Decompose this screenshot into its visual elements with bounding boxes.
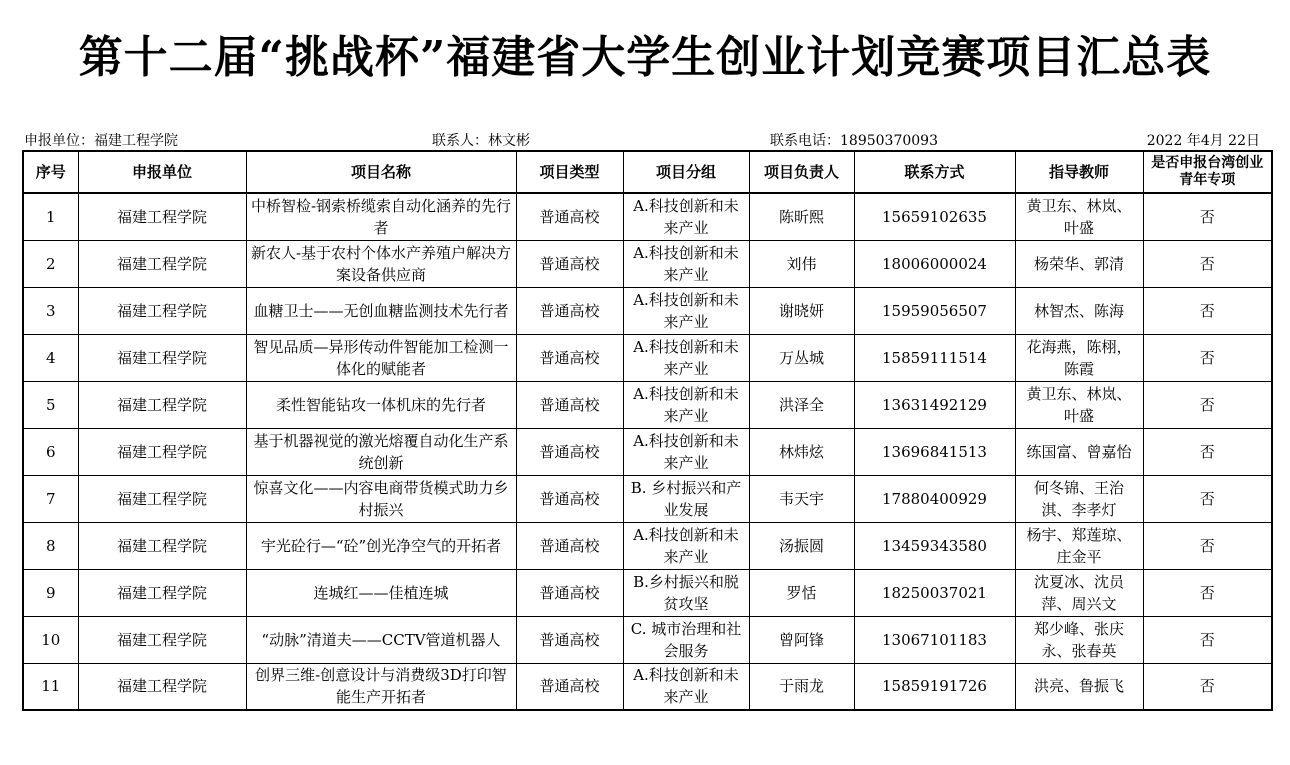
cell-index: 2 bbox=[23, 240, 78, 287]
reporting-unit: 申报单位：福建工程学院 bbox=[24, 133, 178, 149]
cell-contact: 13067101183 bbox=[854, 616, 1015, 663]
cell-leader: 于雨龙 bbox=[749, 663, 854, 710]
table-row bbox=[23, 334, 1272, 381]
cell-project-group: A.科技创新和未来产业 bbox=[623, 522, 749, 569]
cell-advisor: 黄卫东、林岚、叶盛 bbox=[1015, 193, 1143, 240]
cell-index: 9 bbox=[23, 569, 78, 616]
cell-leader: 万丛城 bbox=[749, 334, 854, 381]
cell-project-type: 普通高校 bbox=[516, 569, 623, 616]
cell-project-name: 惊喜文化——内容电商带货模式助力乡村振兴 bbox=[246, 475, 516, 522]
cell-project-name: 宇光砼行—“砼”创光净空气的开拓者 bbox=[246, 522, 516, 569]
cell-index: 1 bbox=[23, 193, 78, 240]
cell-project-name: 新农人-基于农村个体水产养殖户解决方案设备供应商 bbox=[246, 240, 516, 287]
cell-project-group: B.乡村振兴和脱贫攻坚 bbox=[623, 569, 749, 616]
cell-taiwan-special: 否 bbox=[1143, 240, 1272, 287]
cell-taiwan-special: 否 bbox=[1143, 193, 1272, 240]
header-contact: 联系方式 bbox=[854, 151, 1015, 193]
cell-contact: 15959056507 bbox=[854, 287, 1015, 334]
header-unit: 申报单位 bbox=[78, 151, 246, 193]
table-row bbox=[23, 428, 1272, 475]
header-advisor: 指导教师 bbox=[1015, 151, 1143, 193]
cell-advisor: 杨荣华、郭清 bbox=[1015, 240, 1143, 287]
cell-project-type: 普通高校 bbox=[516, 193, 623, 240]
table-row bbox=[23, 287, 1272, 334]
cell-project-type: 普通高校 bbox=[516, 240, 623, 287]
cell-project-type: 普通高校 bbox=[516, 663, 623, 710]
cell-leader: 谢晓妍 bbox=[749, 287, 854, 334]
header-taiwan-special: 是否申报台湾创业青年专项 bbox=[1143, 151, 1272, 193]
header-project-type: 项目类型 bbox=[516, 151, 623, 193]
cell-unit: 福建工程学院 bbox=[78, 663, 246, 710]
cell-project-group: B. 乡村振兴和产业发展 bbox=[623, 475, 749, 522]
cell-advisor: 何冬锦、王治淇、李孝灯 bbox=[1015, 475, 1143, 522]
report-date: 2022 年4月 22日 bbox=[1146, 133, 1260, 149]
cell-project-name: 创界三维-创意设计与消费级3D打印智能生产开拓者 bbox=[246, 663, 516, 710]
cell-taiwan-special: 否 bbox=[1143, 334, 1272, 381]
cell-unit: 福建工程学院 bbox=[78, 334, 246, 381]
cell-index: 8 bbox=[23, 522, 78, 569]
cell-leader: 林炜炫 bbox=[749, 428, 854, 475]
cell-advisor: 洪亮、鲁振飞 bbox=[1015, 663, 1143, 710]
cell-advisor: 练国富、曾嘉怡 bbox=[1015, 428, 1143, 475]
cell-project-type: 普通高校 bbox=[516, 522, 623, 569]
header-project-group: 项目分组 bbox=[623, 151, 749, 193]
cell-leader: 洪泽全 bbox=[749, 381, 854, 428]
cell-contact: 17880400929 bbox=[854, 475, 1015, 522]
cell-unit: 福建工程学院 bbox=[78, 522, 246, 569]
cell-project-type: 普通高校 bbox=[516, 475, 623, 522]
cell-project-name: 中桥智检-钢索桥缆索自动化涵养的先行者 bbox=[246, 193, 516, 240]
header-project-name: 项目名称 bbox=[246, 151, 516, 193]
cell-project-name: 连城红——佳植连城 bbox=[246, 569, 516, 616]
contact-person: 联系人：林文彬 bbox=[432, 133, 530, 149]
table-row bbox=[23, 381, 1272, 428]
cell-project-group: A.科技创新和未来产业 bbox=[623, 334, 749, 381]
report-meta bbox=[24, 132, 1270, 150]
cell-advisor: 林智杰、陈海 bbox=[1015, 287, 1143, 334]
header-leader: 项目负责人 bbox=[749, 151, 854, 193]
cell-unit: 福建工程学院 bbox=[78, 193, 246, 240]
cell-project-type: 普通高校 bbox=[516, 287, 623, 334]
cell-advisor: 黄卫东、林岚、叶盛 bbox=[1015, 381, 1143, 428]
cell-index: 3 bbox=[23, 287, 78, 334]
cell-taiwan-special: 否 bbox=[1143, 616, 1272, 663]
cell-project-group: A.科技创新和未来产业 bbox=[623, 663, 749, 710]
table-row bbox=[23, 193, 1272, 240]
cell-project-name: 柔性智能钻攻一体机床的先行者 bbox=[246, 381, 516, 428]
cell-index: 10 bbox=[23, 616, 78, 663]
cell-contact: 18250037021 bbox=[854, 569, 1015, 616]
cell-unit: 福建工程学院 bbox=[78, 287, 246, 334]
cell-unit: 福建工程学院 bbox=[78, 616, 246, 663]
cell-project-name: 血糖卫士——无创血糖监测技术先行者 bbox=[246, 287, 516, 334]
cell-project-name: “动脉”清道夫——CCTV管道机器人 bbox=[246, 616, 516, 663]
cell-advisor: 花海燕，陈栩，陈霞 bbox=[1015, 334, 1143, 381]
cell-contact: 15659102635 bbox=[854, 193, 1015, 240]
cell-contact: 15859111514 bbox=[854, 334, 1015, 381]
cell-leader: 罗恬 bbox=[749, 569, 854, 616]
cell-contact: 13696841513 bbox=[854, 428, 1015, 475]
cell-project-type: 普通高校 bbox=[516, 616, 623, 663]
cell-taiwan-special: 否 bbox=[1143, 287, 1272, 334]
cell-taiwan-special: 否 bbox=[1143, 569, 1272, 616]
cell-unit: 福建工程学院 bbox=[78, 569, 246, 616]
cell-advisor: 郑少峰、张庆永、张春英 bbox=[1015, 616, 1143, 663]
projects-table bbox=[22, 150, 1273, 711]
cell-contact: 18006000024 bbox=[854, 240, 1015, 287]
cell-index: 5 bbox=[23, 381, 78, 428]
cell-leader: 韦天宇 bbox=[749, 475, 854, 522]
cell-project-name: 基于机器视觉的激光熔覆自动化生产系统创新 bbox=[246, 428, 516, 475]
cell-taiwan-special: 否 bbox=[1143, 522, 1272, 569]
cell-index: 4 bbox=[23, 334, 78, 381]
cell-leader: 刘伟 bbox=[749, 240, 854, 287]
table-row bbox=[23, 522, 1272, 569]
table-header-row bbox=[23, 151, 1272, 193]
contact-phone: 联系电话：18950370093 bbox=[770, 133, 938, 149]
cell-unit: 福建工程学院 bbox=[78, 381, 246, 428]
cell-project-name: 智见品质—异形传动件智能加工检测一体化的赋能者 bbox=[246, 334, 516, 381]
cell-leader: 曾阿锋 bbox=[749, 616, 854, 663]
cell-contact: 13459343580 bbox=[854, 522, 1015, 569]
cell-project-type: 普通高校 bbox=[516, 381, 623, 428]
cell-advisor: 沈夏冰、沈员萍、周兴文 bbox=[1015, 569, 1143, 616]
table-row bbox=[23, 616, 1272, 663]
cell-index: 7 bbox=[23, 475, 78, 522]
table-row bbox=[23, 569, 1272, 616]
cell-project-type: 普通高校 bbox=[516, 334, 623, 381]
cell-contact: 15859191726 bbox=[854, 663, 1015, 710]
cell-leader: 陈昕熙 bbox=[749, 193, 854, 240]
cell-taiwan-special: 否 bbox=[1143, 381, 1272, 428]
header-index: 序号 bbox=[23, 151, 78, 193]
cell-project-group: A.科技创新和未来产业 bbox=[623, 381, 749, 428]
cell-contact: 13631492129 bbox=[854, 381, 1015, 428]
cell-leader: 汤振圆 bbox=[749, 522, 854, 569]
cell-advisor: 杨宇、郑莲琼、庄金平 bbox=[1015, 522, 1143, 569]
cell-unit: 福建工程学院 bbox=[78, 475, 246, 522]
cell-taiwan-special: 否 bbox=[1143, 428, 1272, 475]
table-row bbox=[23, 663, 1272, 710]
cell-unit: 福建工程学院 bbox=[78, 428, 246, 475]
cell-index: 11 bbox=[23, 663, 78, 710]
cell-taiwan-special: 否 bbox=[1143, 663, 1272, 710]
cell-project-group: A.科技创新和未来产业 bbox=[623, 240, 749, 287]
cell-project-group: A.科技创新和未来产业 bbox=[623, 428, 749, 475]
cell-project-group: A.科技创新和未来产业 bbox=[623, 193, 749, 240]
cell-index: 6 bbox=[23, 428, 78, 475]
table-row bbox=[23, 475, 1272, 522]
cell-unit: 福建工程学院 bbox=[78, 240, 246, 287]
cell-project-group: C. 城市治理和社会服务 bbox=[623, 616, 749, 663]
cell-project-group: A.科技创新和未来产业 bbox=[623, 287, 749, 334]
table-row bbox=[23, 240, 1272, 287]
cell-project-type: 普通高校 bbox=[516, 428, 623, 475]
cell-taiwan-special: 否 bbox=[1143, 475, 1272, 522]
page-title: 第十二届“挑战杯”福建省大学生创业计划竞赛项目汇总表 bbox=[78, 32, 1212, 83]
